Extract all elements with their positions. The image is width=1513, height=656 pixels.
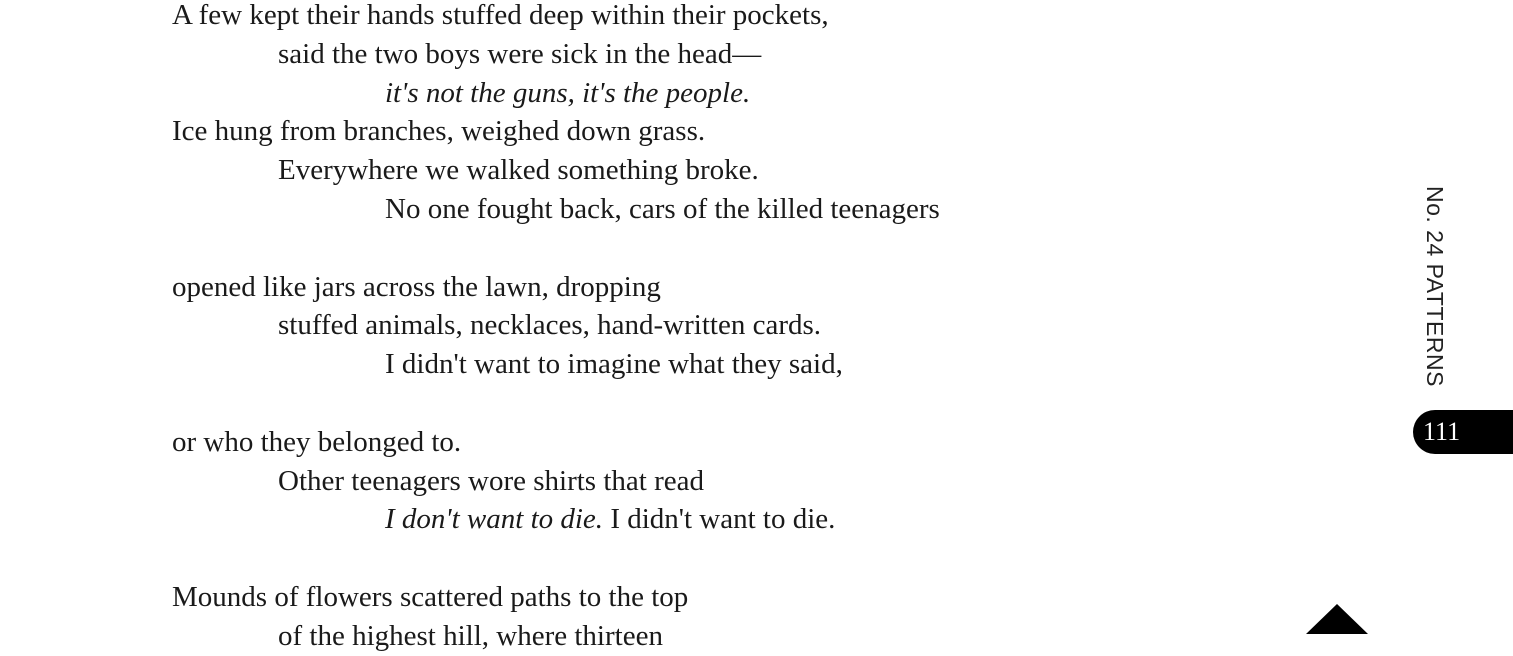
- poem-line: [172, 35, 1272, 74]
- poem-line-text: I didn't want to die.: [603, 503, 836, 536]
- poem-line: [172, 151, 1272, 190]
- poem-line-text: stuffed animals, necklaces, hand-written cards.: [278, 309, 822, 342]
- poem-line: [172, 462, 1272, 501]
- stanza-break: [172, 229, 1272, 268]
- poem-line-text: No one fought back, cars of the killed teenagers: [385, 192, 940, 225]
- poem-line: [172, 617, 1272, 656]
- poem-line: [172, 500, 1272, 539]
- poem-line: [172, 306, 1272, 345]
- poem-line: [172, 0, 1272, 35]
- poem-line-text: or who they belonged to.: [172, 425, 462, 458]
- poem-line-text: I didn't want to imagine what they said,: [385, 348, 843, 381]
- stanza-break: [172, 384, 1272, 423]
- poem-line: [172, 268, 1272, 307]
- poem-line: [172, 112, 1272, 151]
- poem-line: [172, 423, 1272, 462]
- poem-line: [172, 190, 1272, 229]
- page-number-tab: [1413, 410, 1513, 454]
- poem-line-text: of the highest hill, where thirteen: [278, 619, 663, 652]
- poem-line: [172, 345, 1272, 384]
- up-arrow-icon[interactable]: [1306, 604, 1368, 634]
- poem-line: [172, 578, 1272, 617]
- poem-line-text: Everywhere we walked something broke.: [278, 154, 759, 187]
- poem-line-text: said the two boys were sick in the head—: [278, 37, 762, 70]
- stanza-break: [172, 539, 1272, 578]
- page-number: 111: [1423, 417, 1461, 446]
- poem-line-italic-text: I don't want to die.: [385, 503, 604, 536]
- poem-line: [172, 74, 1272, 113]
- poem-line-text: A few kept their hands stuffed deep within their pockets,: [172, 0, 829, 31]
- poem-body: [172, 0, 1272, 656]
- poem-line-italic-text: it's not the guns, it's the people.: [385, 76, 751, 109]
- poem-line-text: opened like jars across the lawn, dropping: [172, 270, 661, 303]
- poem-line-text: Other teenagers wore shirts that read: [278, 464, 704, 497]
- running-head: No. 24 PATTERNS: [1422, 186, 1448, 387]
- poem-line-text: Mounds of flowers scattered paths to the top: [172, 580, 689, 613]
- poem-line-text: Ice hung from branches, weighed down grass.: [172, 115, 706, 148]
